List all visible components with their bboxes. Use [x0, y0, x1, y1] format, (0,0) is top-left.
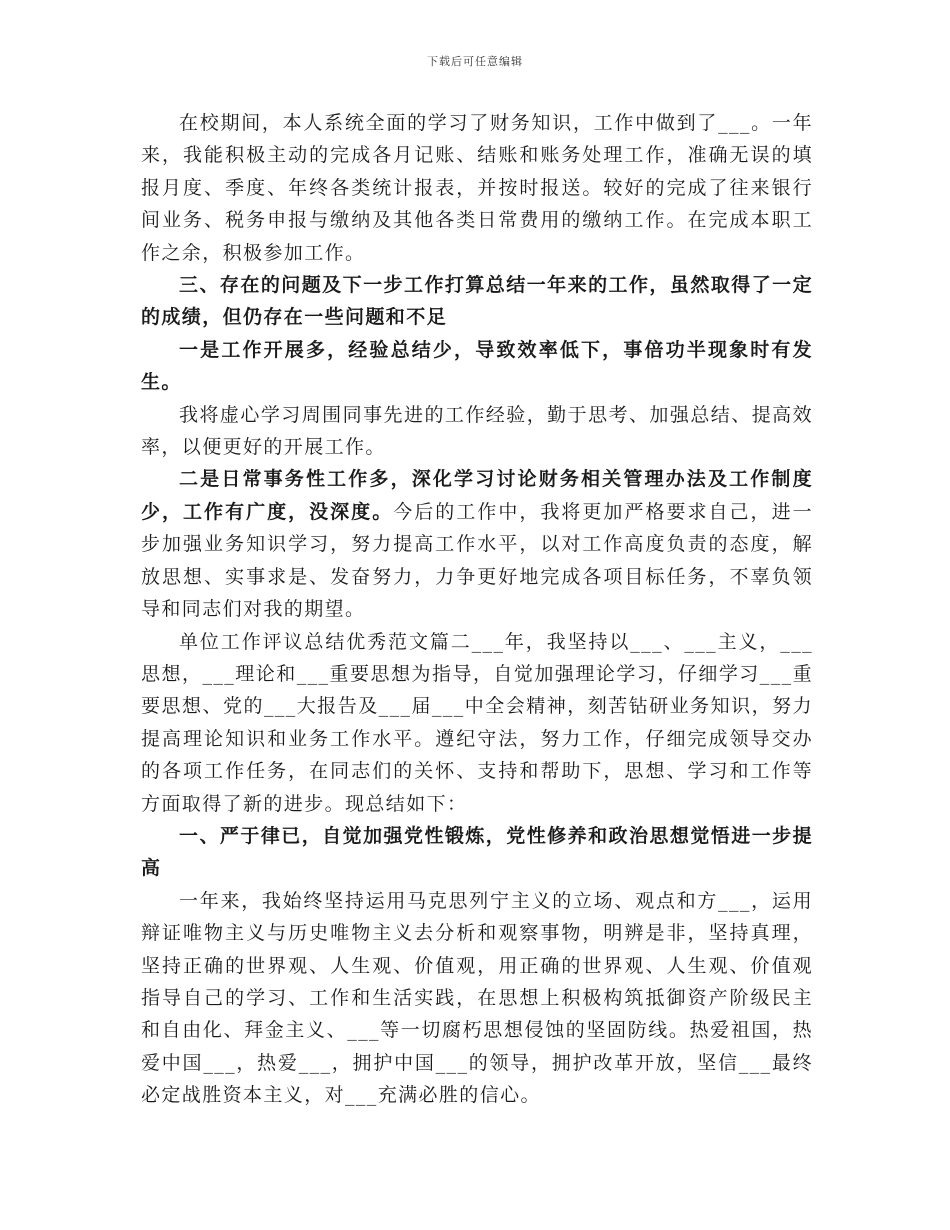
paragraph-routine-work-text: 今后的工作中，我将更加严格要求自己，进一步加强业务知识学习，努力提高工作水平，以对工作高度负责的态度，解放思想、实事求是、发奋努力，力争更好地完成各项目标任务，不辜负领导和同志们对我的期望。 [141, 500, 813, 621]
page-header: 下载后可任意编辑 [427, 55, 523, 68]
section-heading-problems: 三、存在的问题及下一步工作打算总结一年来的工作，虽然取得了一定的成绩，但仍存在一些问题和不足 [141, 274, 813, 329]
document-body [141, 107, 813, 1112]
paragraph-finance-study: 在校期间，本人系统全面的学习了财务知识，工作中做到了___。一年来，我能积极主动的完成各月记账、结账和账务处理工作，准确无误的填报月度、季度、年终各类统计报表，并按时报送。较好的完成了往来银行间业务、税务申报与缴纳及其他各类日常费用的缴纳工作。在完成本职工作之余，积极参加工作。 [141, 112, 813, 264]
subheading-routine-work: 二是日常事务性工作多，深化学习讨论财务相关管理办法及工作制度少，工作有广度，没深度。 [141, 468, 813, 523]
subheading-efficiency: 一是工作开展多，经验总结少，导致效率低下，事倍功半现象时有发生。 [141, 338, 813, 394]
paragraph-ideology: 一年来，我始终坚持运用马克思列宁主义的立场、观点和方___，运用辩证唯物主义与历史唯物主义去分析和观察事物，明辨是非，坚持真理，坚持正确的世界观、人生观、价值观，用正确的世界观、人生观、价值观指导自己的学习、工作和生活实践，在思想上积极构筑抵御资产阶级民主和自由化、拜金主义、___等一切腐朽思想侵蚀的坚固防线。热爱祖国，热爱中国___，热爱___，拥护中国___的领导，拥护改革开放，坚信___最终必定战胜资本主义，对___充满必胜的信心。 [141, 889, 813, 1107]
paragraph-sample-two: 单位工作评议总结优秀范文篇二___年，我坚持以___、___主义，___思想，___理论和___重要思想为指导，自觉加强理论学习，仔细学习___重要思想、党的___大报告及___届___中全会精神，刻苦钻研业务知识，努力提高理论知识和业务工作水平。遵纪守法，努力工作，仔细完成领导交办的各项工作任务，在同志们的关怀、支持和帮助下，思想、学习和工作等方面取得了新的进步。现总结如下： [141, 630, 813, 815]
section-heading-discipline: 一、严于律已，自觉加强党性锻炼，党性修养和政治思想觉悟进一步提高 [141, 824, 813, 880]
paragraph-learning-plan: 我将虚心学习周围同事先进的工作经验，勤于思考、加强总结、提高效率，以便更好的开展工作。 [141, 403, 813, 459]
paragraph-routine-work [141, 463, 813, 625]
